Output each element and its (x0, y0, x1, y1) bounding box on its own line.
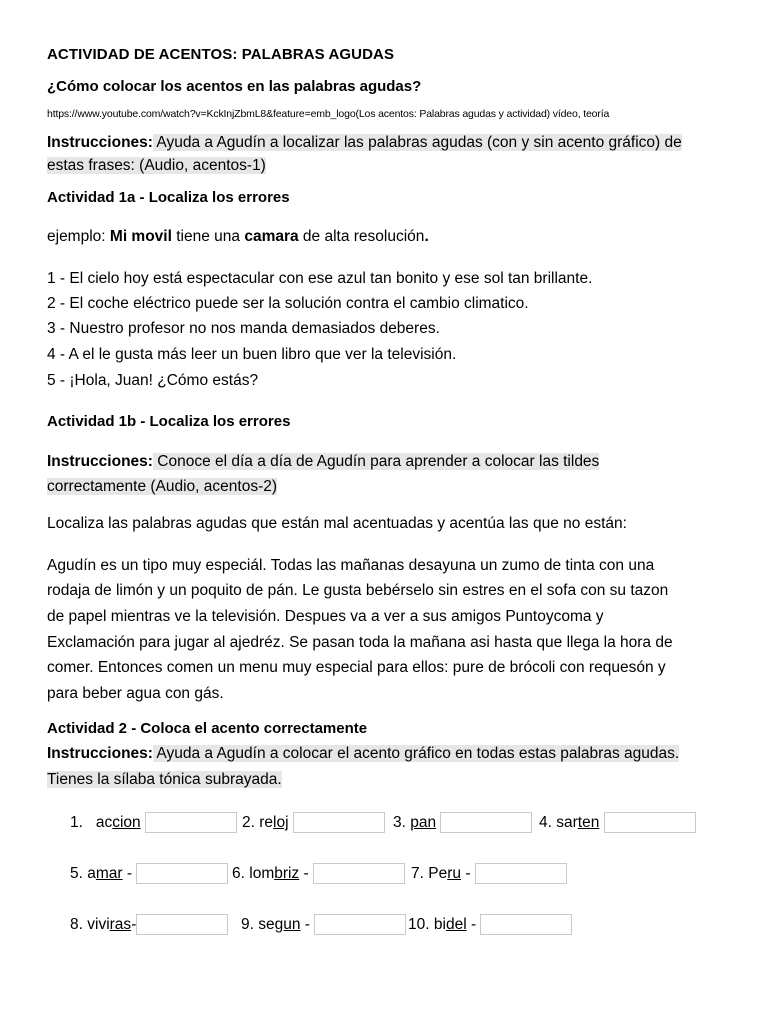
instructions-3-line2 (47, 771, 282, 789)
example-sentence (47, 228, 429, 246)
worksheet-subtitle: ¿Cómo colocar los acentos en las palabras agudas? (47, 78, 422, 95)
activity-1a-heading: Actividad 1a - Localiza los errores (47, 189, 290, 206)
item-number: 5. (70, 865, 83, 882)
exercise-item-2 (242, 814, 385, 833)
separator: - (299, 865, 309, 882)
word-prefix: sar (556, 814, 578, 831)
sentence-item: 4 - A el le gusta más leer un buen libro que ver la televisión. (47, 346, 457, 363)
exercise-item-3 (393, 814, 532, 833)
item-number: 9. (241, 916, 254, 933)
answer-box[interactable] (480, 914, 572, 935)
exercise-item-7 (411, 865, 567, 884)
answer-box[interactable] (604, 812, 696, 833)
word-prefix: bi (433, 916, 446, 933)
paragraph-line: comer. Entonces comen un menu muy especial para ellos: pure de brócoli con requesón y (47, 659, 666, 676)
instructions-1-line1 (47, 134, 682, 152)
separator: - (300, 916, 310, 933)
exercise-item-10 (408, 916, 572, 935)
item-number: 4. (539, 814, 552, 831)
word-prefix: Pe (428, 865, 448, 882)
item-number: 6. (232, 865, 245, 882)
example-prefix: ejemplo: (47, 228, 110, 245)
exercise-item-8 (70, 916, 228, 935)
video-link[interactable]: https://www.youtube.com/watch?v=KckInjZbmL8&feature=emb_logo(Los acentos: Palabras agudas y actividad) vídeo, teoría (47, 108, 610, 120)
paragraph-line: Exclamación para jugar al ajedréz. Se pasan toda la mañana asi hasta que llega la hora de (47, 634, 673, 651)
stressed-syllable: cion (112, 814, 141, 831)
word-prefix: se (258, 916, 275, 933)
instructions-2-line1 (47, 453, 599, 471)
answer-box[interactable] (136, 914, 228, 935)
answer-box[interactable] (475, 863, 567, 884)
separator: - (466, 916, 477, 933)
word-prefix: re (259, 814, 274, 831)
exercise-item-6 (232, 865, 405, 884)
worksheet-title: ACTIVIDAD DE ACENTOS: PALABRAS AGUDAS (47, 46, 395, 63)
example-text: tiene una (171, 228, 245, 245)
stressed-syllable: del (445, 916, 467, 933)
separator: - (131, 916, 137, 933)
activity-1b-prompt: Localiza las palabras agudas que están mal acentuadas y acentúa las que no están: (47, 515, 627, 532)
instructions-3-line1 (47, 745, 679, 763)
paragraph-line: para beber agua con gás. (47, 685, 224, 702)
item-number: 3. (393, 814, 406, 831)
stressed-syllable: gun (274, 916, 301, 933)
sentence-item: 2 - El coche eléctrico puede ser la solución contra el cambio climatico. (47, 295, 529, 312)
paragraph-line: Agudín es un tipo muy especiál. Todas las mañanas desayuna un zumo de tinta con una (47, 557, 655, 574)
item-number: 8. (70, 916, 83, 933)
stressed-syllable: ten (577, 814, 600, 831)
stressed-syllable: ras (109, 916, 132, 933)
answer-box[interactable] (136, 863, 228, 884)
answer-box[interactable] (440, 812, 532, 833)
exercise-item-5 (70, 865, 228, 884)
instructions-text: estas frases: (Audio, acentos-1) (47, 157, 266, 174)
example-word: camara (244, 228, 299, 245)
word-prefix: ac (95, 814, 113, 831)
instructions-1-line2 (47, 157, 266, 175)
answer-box[interactable] (293, 812, 385, 833)
stressed-syllable: briz (274, 865, 300, 882)
instructions-label: Instrucciones: (47, 134, 153, 151)
exercise-item-4 (539, 814, 696, 833)
word-prefix: lom (249, 865, 275, 882)
activity-2-heading: Actividad 2 - Coloca el acento correctamente (47, 720, 368, 737)
word-prefix: a (87, 865, 96, 882)
instructions-text: Ayuda a Agudín a localizar las palabras agudas (con y sin acento gráfico) de (152, 134, 682, 151)
instructions-text: Ayuda a Agudín a colocar el acento gráfico en todas estas palabras agudas. (152, 745, 680, 762)
item-number: 2. (242, 814, 255, 831)
instructions-text: correctamente (Audio, acentos-2) (47, 478, 278, 495)
answer-box[interactable] (145, 812, 237, 833)
separator: - (461, 865, 471, 882)
answer-box[interactable] (314, 914, 406, 935)
instructions-2-line2 (47, 478, 277, 496)
exercise-item-9 (241, 916, 406, 935)
example-text: . (424, 228, 429, 245)
example-text: de alta resolución (298, 228, 425, 245)
sentence-item: 1 - El cielo hoy está espectacular con ese azul tan bonito y ese sol tan brillante. (47, 270, 593, 287)
stressed-syllable: ru (447, 865, 462, 882)
exercise-item-1 (70, 814, 237, 833)
instructions-text: Conoce el día a día de Agudín para aprender a colocar las tildes (152, 453, 600, 470)
instructions-label: Instrucciones: (47, 453, 153, 470)
item-number: 7. (411, 865, 424, 882)
paragraph-line: de papel mientras ve la televisión. Despues va a ver a sus amigos Puntoycoma y (47, 608, 604, 625)
instructions-label: Instrucciones: (47, 745, 153, 762)
stressed-syllable: mar (95, 865, 123, 882)
answer-box[interactable] (313, 863, 405, 884)
instructions-text: Tienes la sílaba tónica subrayada. (47, 771, 282, 788)
word-prefix: vivi (87, 916, 110, 933)
stressed-syllable: pan (410, 814, 437, 831)
item-number: 10. (408, 916, 430, 933)
sentence-item: 3 - Nuestro profesor no nos manda demasiados deberes. (47, 320, 440, 337)
example-word: Mi movil (109, 228, 172, 245)
stressed-syllable: loj (273, 814, 289, 831)
activity-1b-heading: Actividad 1b - Localiza los errores (47, 413, 291, 430)
separator: - (122, 865, 133, 882)
paragraph-line: rodaja de limón y un poquito de pán. Le gusta bebérselo sin estres en el sofa con su tazon (47, 582, 669, 599)
item-number: 1. (70, 814, 83, 831)
sentence-item: 5 - ¡Hola, Juan! ¿Cómo estás? (47, 372, 259, 389)
